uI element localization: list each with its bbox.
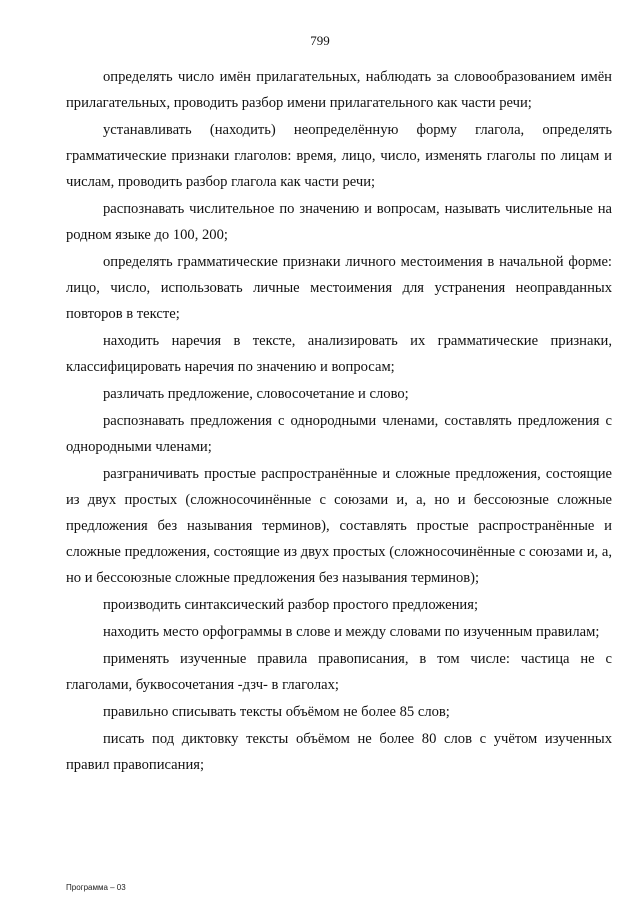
paragraph-numerals: распознавать числительное по значению и вопросам, называть числительные на родном языке до 100, 200; bbox=[66, 201, 612, 243]
paragraph-verbs: устанавливать (находить) неопределённую форму глагола, определять грамматические признаки глаголов: время, лицо, число, изменять глаголы по лицам и числам, проводить разбор глагола как части речи; bbox=[66, 122, 612, 190]
paragraph-adverbs: находить наречия в тексте, анализировать их грамматические признаки, классифицировать наречия по значению и вопросам; bbox=[66, 333, 612, 375]
footer-program-label: Программа – 03 bbox=[66, 883, 126, 892]
paragraph-pronouns: определять грамматические признаки личного местоимения в начальной форме: лицо, число, использовать личные местоимения для устранения неоправданных повторов в тексте; bbox=[66, 254, 612, 322]
paragraph-orthogram: находить место орфограммы в слове и между словами по изученным правилам; bbox=[103, 624, 600, 640]
paragraph-dictation: писать под диктовку тексты объёмом не более 80 слов с учётом изученных правил правописания; bbox=[66, 731, 612, 773]
paragraph-spelling-rules: применять изученные правила правописания, в том числе: частица не с глаголами, буквосочетания -дзч- в глаголах; bbox=[66, 651, 612, 693]
page-number: 799 bbox=[310, 33, 330, 48]
paragraph-homogeneous-members: распознавать предложения с однородными членами, составлять предложения с однородными членами; bbox=[66, 413, 612, 455]
paragraph-syntax-analysis: производить синтаксический разбор простого предложения; bbox=[103, 597, 479, 613]
paragraph-adjectives: определять число имён прилагательных, наблюдать за словообразованием имён прилагательных, проводить разбор имени прилагательного как части речи; bbox=[66, 69, 612, 111]
paragraph-copying: правильно списывать тексты объёмом не более 85 слов; bbox=[103, 704, 450, 720]
paragraph-sentence-phrase-word: различать предложение, словосочетание и слово; bbox=[103, 386, 409, 402]
document-body bbox=[66, 64, 612, 779]
paragraph-simple-complex-sentences: разграничивать простые распространённые и сложные предложения, состоящие из двух простых (сложносочинённые с союзами и, а, но и бессоюзные сложные предложения без называния терминов), составлять простые распространённые и сложные предложения, состоящие из двух простых (сложносочинённые с союзами и, а, но и бессоюзные сложные предложения без называния терминов); bbox=[66, 466, 612, 586]
